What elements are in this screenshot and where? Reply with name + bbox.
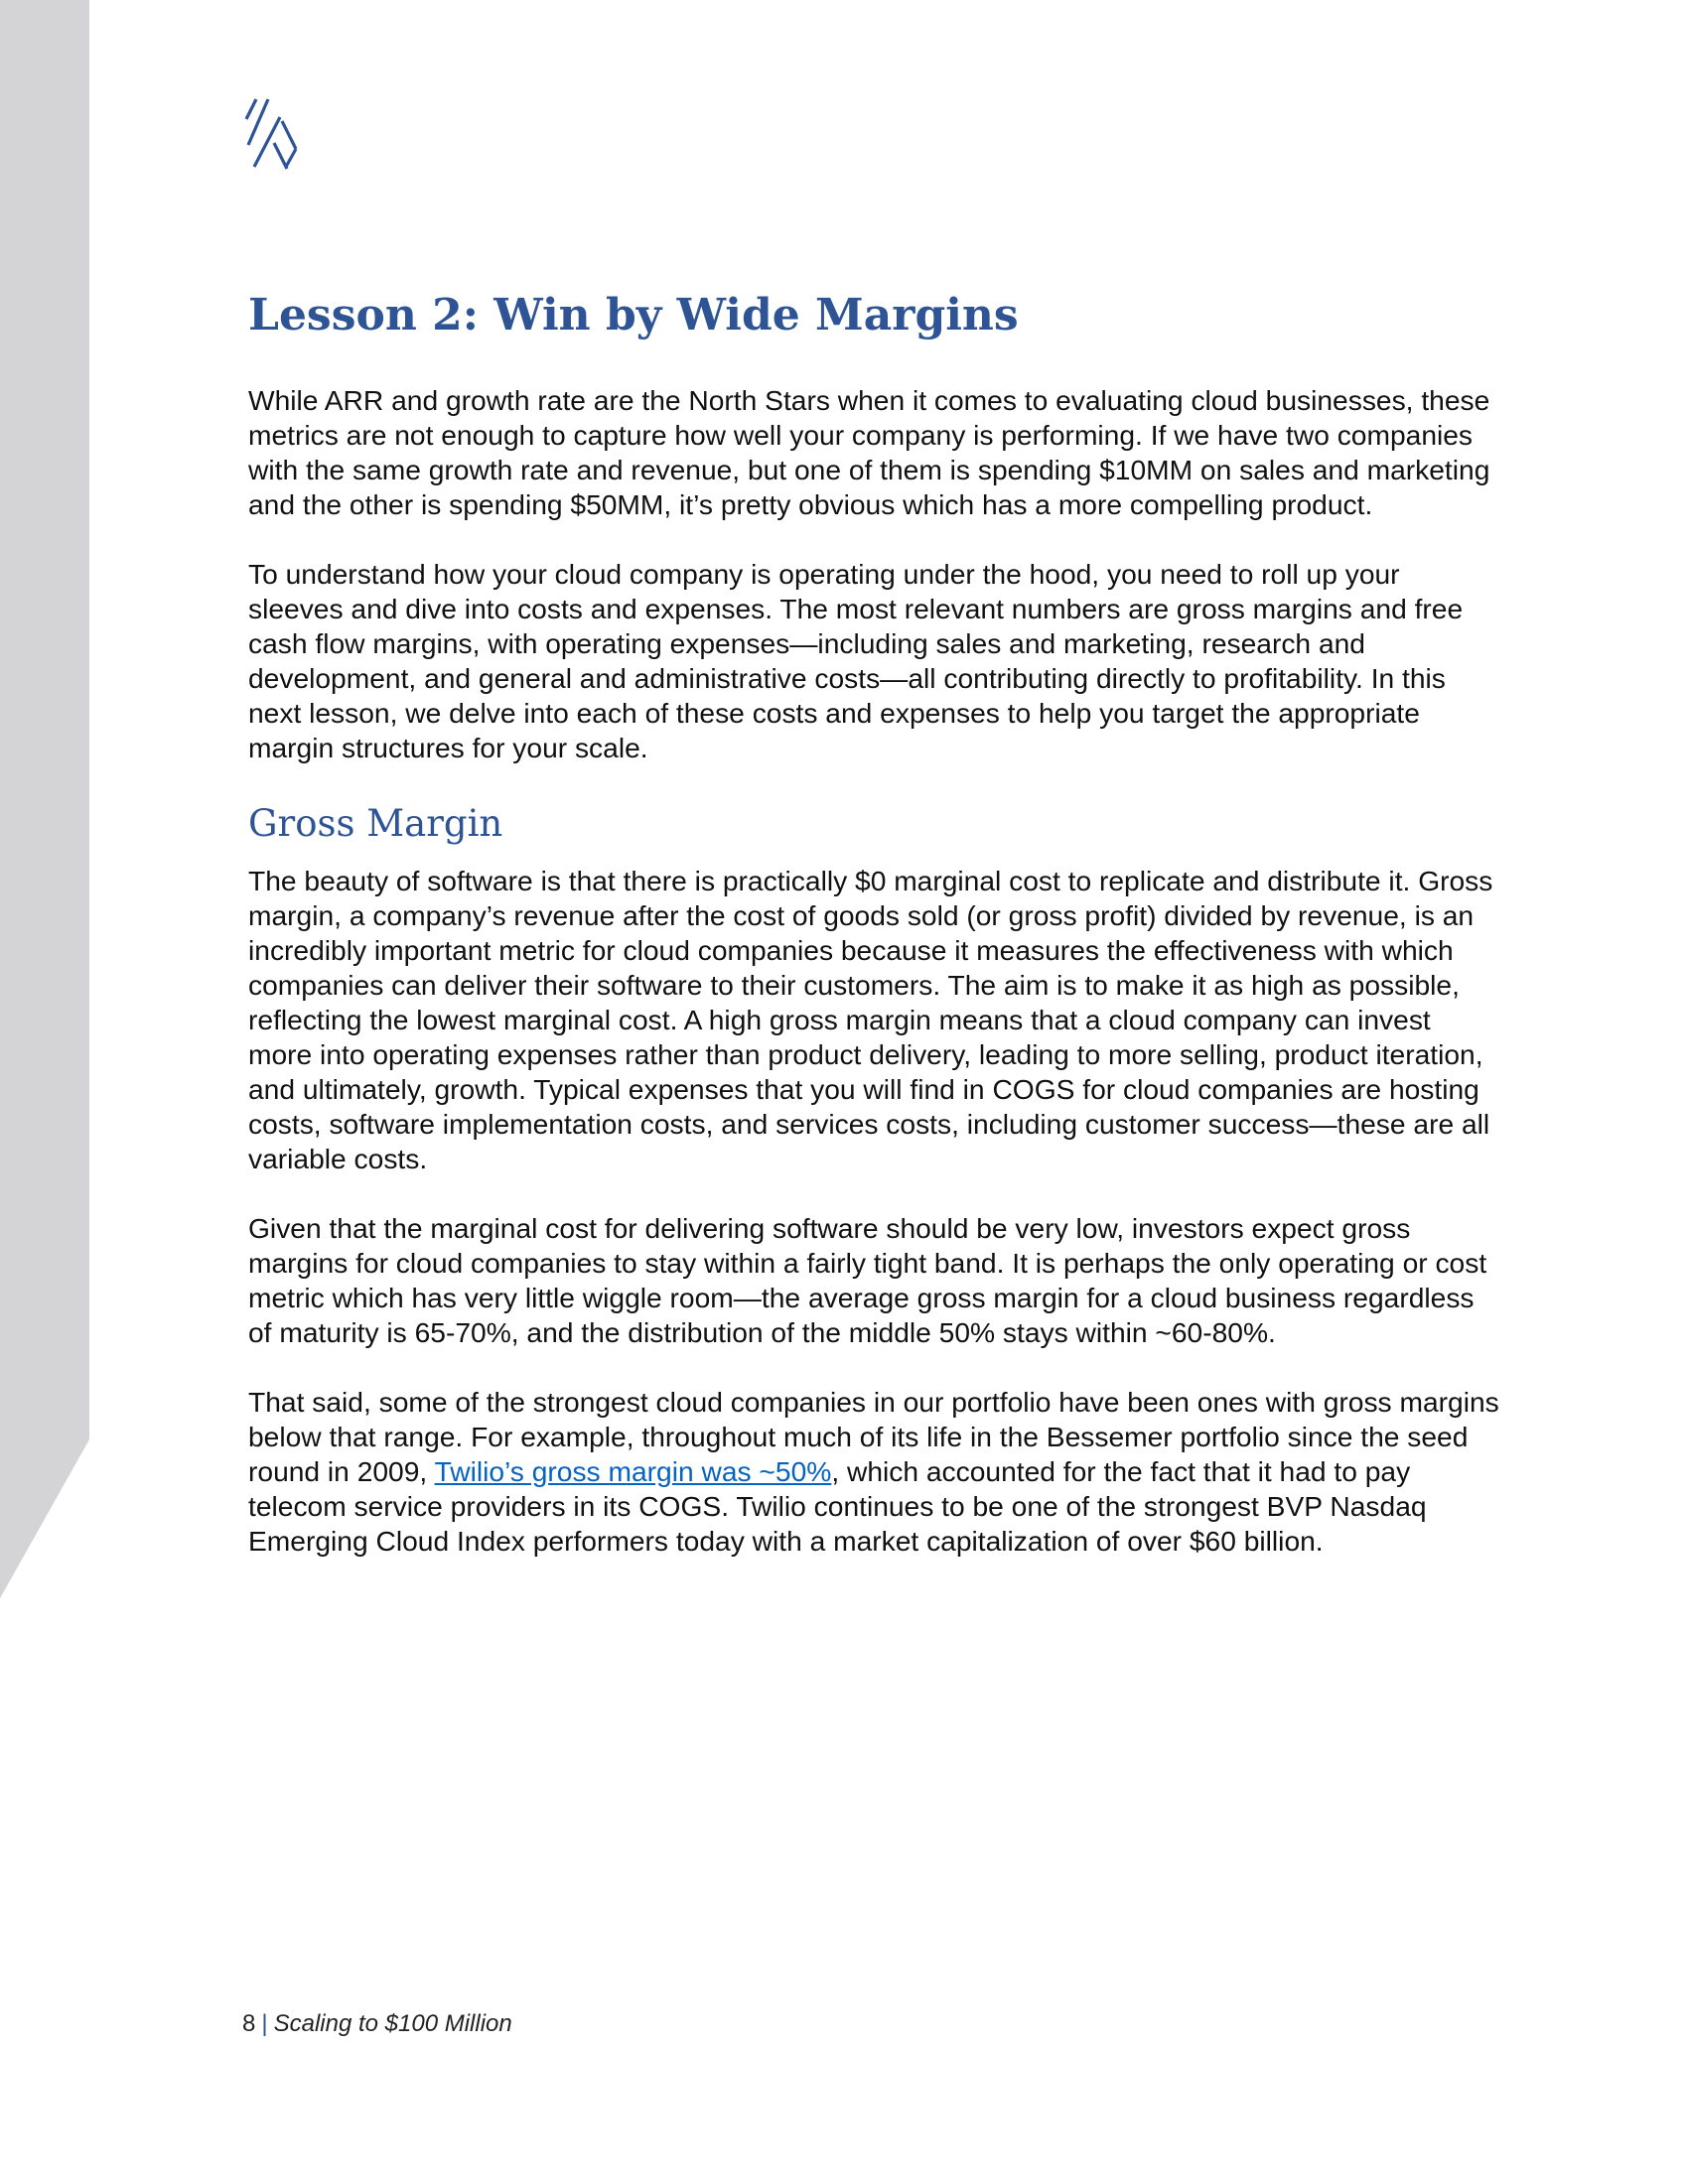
page-number: 8 — [242, 2010, 256, 2037]
lesson-title: Lesson 2: Win by Wide Margins — [248, 290, 1019, 341]
side-decorative-band — [0, 0, 89, 1598]
footer-separator: | — [261, 2010, 268, 2037]
gross-margin-paragraph-2: Given that the marginal cost for delivering software should be very low, investors expect gross margins for cloud companies to stay within a fairly tight band. It is perhaps the only operating or cost metric which has very little wiggle room—the average gross margin for a cloud business regardless of maturity is 65-70%, and the distribution of the middle 50% stays within ~60-80%. — [248, 1212, 1487, 1348]
twilio-gross-margin-link[interactable]: Twilio’s gross margin was ~50% — [434, 1455, 832, 1487]
gross-margin-heading: Gross Margin — [248, 802, 503, 845]
gross-margin-paragraph-3 — [248, 1385, 1499, 1559]
page-footer — [242, 2009, 512, 2039]
intro-paragraph-2: To understand how your cloud company is operating under the hood, you need to roll up your sleeves and dive into costs and expenses. The most relevant numbers are gross margins and free cash flow margins, with operating expenses—including sales and marketing, research and development, and general and administrative costs—all contributing directly to profitability. In this next lesson, we delve into each of these costs and expenses to help you target the appropriate margin structures for your scale. — [248, 558, 1464, 763]
intro-paragraph-1: While ARR and growth rate are the North Stars when it comes to evaluating cloud businesses, these metrics are not enough to capture how well your company is performing. If we have two companies with the same growth rate and revenue, but one of them is spending $10MM on sales and marketing and the other is spending $50MM, it’s pretty obvious which has a more compelling product. — [248, 384, 1490, 520]
bessemer-stripes-logo-icon — [242, 95, 302, 175]
gross-margin-paragraph-1: The beauty of software is that there is practically $0 marginal cost to replicate and distribute it. Gross margin, a company’s revenue after the cost of goods sold (or gross profit) divided by revenue, is an incredibly important metric for cloud companies because it measures the effectiveness with which companies can deliver their software to their customers. The aim is to make it as high as possible, reflecting the lowest marginal cost. A high gross margin means that a cloud company can invest more into operating expenses rather than product delivery, leading to more selling, product iteration, and ultimately, growth. Typical expenses that you will find in COGS for cloud companies are hosting costs, software implementation costs, and services costs, including customer success—these are all variable costs. — [248, 865, 1493, 1174]
document-body — [248, 288, 1499, 1593]
paragraph-text-before-link: That said, some of the strongest cloud companies in our portfolio have been ones with gross margins below that range. For example, throughout much of its life in the Bessemer portfolio since the seed round in 2009, — [248, 1386, 1499, 1487]
footer-document-title: Scaling to $100 Million — [273, 2010, 512, 2037]
paragraph-text-after-link: , which accounted for the fact that it had to pay telecom service providers in its COGS. Twilio continues to be one of the strongest BVP Nasdaq Emerging Cloud Index performers today with a market capitalization of over $60 billion. — [248, 1455, 1427, 1557]
